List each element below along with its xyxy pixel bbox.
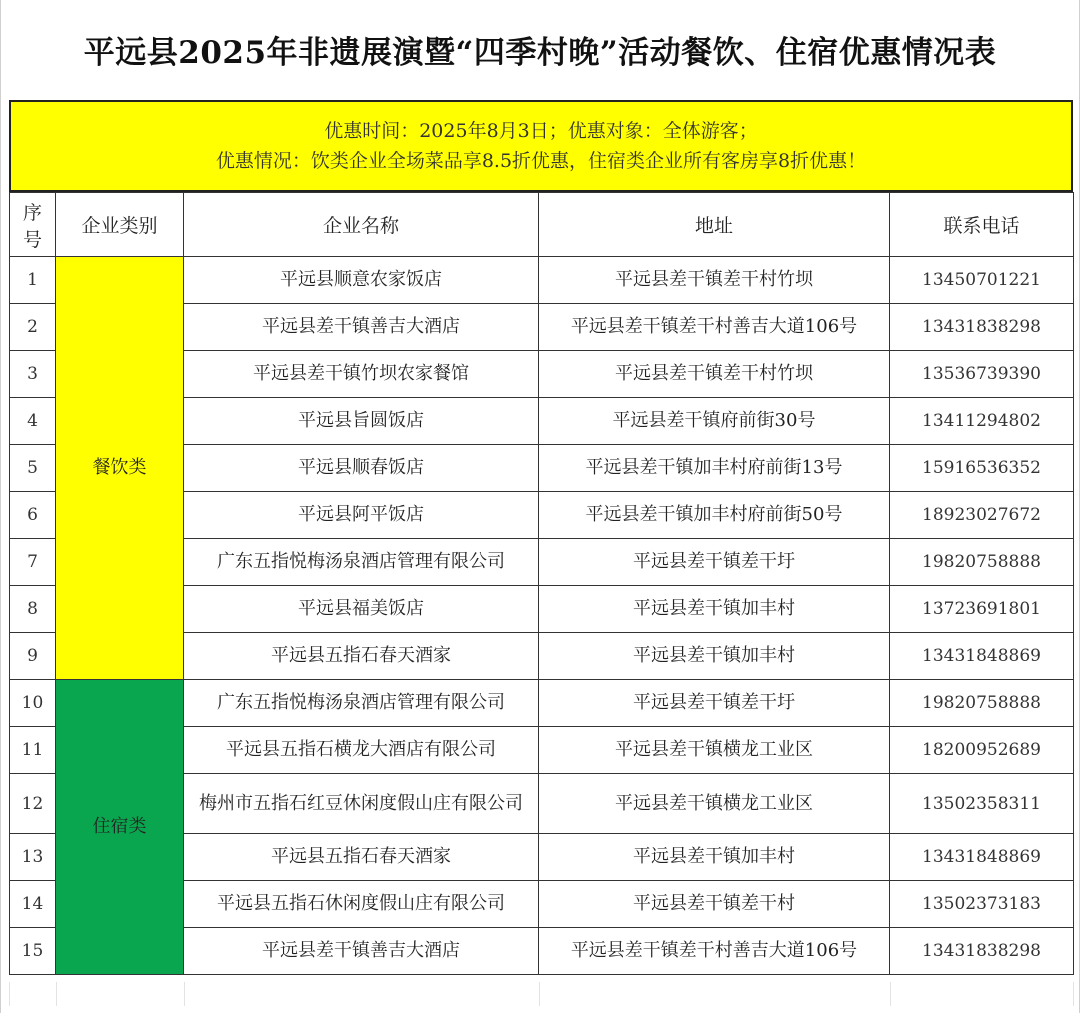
header-name: 企业名称: [184, 193, 539, 257]
business-address: 平远县差干镇加丰村府前街50号: [539, 492, 890, 539]
business-address: 平远县差干镇差干村善吉大道106号: [539, 928, 890, 975]
page-title: 平远县2025年非遗展演暨“四季村晚”活动餐饮、住宿优惠情况表: [83, 34, 997, 71]
row-number: 5: [10, 445, 56, 492]
table-row: [10, 680, 1074, 727]
business-name: 平远县顺春饭店: [184, 445, 539, 492]
category-cell: 住宿类: [56, 680, 184, 975]
header-address: 地址: [539, 193, 890, 257]
business-phone: 13450701221: [890, 257, 1074, 304]
business-name: 平远县五指石横龙大酒店有限公司: [184, 727, 539, 774]
business-name: 平远县五指石休闲度假山庄有限公司: [184, 881, 539, 928]
header-phone: 联系电话: [890, 193, 1074, 257]
business-address: 平远县差干镇差干村善吉大道106号: [539, 304, 890, 351]
business-name: 广东五指悦梅汤泉酒店管理有限公司: [184, 680, 539, 727]
row-number: 15: [10, 928, 56, 975]
row-number: 6: [10, 492, 56, 539]
row-number: 12: [10, 774, 56, 834]
row-number: 4: [10, 398, 56, 445]
business-phone: 19820758888: [890, 539, 1074, 586]
business-phone: 18200952689: [890, 727, 1074, 774]
row-number: 3: [10, 351, 56, 398]
business-address: 平远县差干镇横龙工业区: [539, 727, 890, 774]
business-address: 平远县差干镇差干村竹坝: [539, 257, 890, 304]
business-name: 平远县差干镇竹坝农家餐馆: [184, 351, 539, 398]
business-address: 平远县差干镇加丰村: [539, 586, 890, 633]
row-number: 9: [10, 633, 56, 680]
business-name: 平远县旨圆饭店: [184, 398, 539, 445]
business-address: 平远县差干镇加丰村: [539, 834, 890, 881]
header-no: 序号: [10, 193, 56, 257]
business-address: 平远县差干镇差干圩: [539, 680, 890, 727]
business-address: 平远县差干镇府前街30号: [539, 398, 890, 445]
table-body: [10, 257, 1074, 975]
business-phone: 13431838298: [890, 928, 1074, 975]
business-name: 平远县福美饭店: [184, 586, 539, 633]
business-name: 平远县差干镇善吉大酒店: [184, 928, 539, 975]
row-number: 2: [10, 304, 56, 351]
row-number: 10: [10, 680, 56, 727]
discount-banner: [9, 100, 1073, 192]
business-address: 平远县差干镇差干圩: [539, 539, 890, 586]
row-number: 14: [10, 881, 56, 928]
business-name: 广东五指悦梅汤泉酒店管理有限公司: [184, 539, 539, 586]
table-header-row: [10, 193, 1074, 257]
business-name: 梅州市五指石红豆休闲度假山庄有限公司: [184, 774, 539, 834]
table-row: [10, 257, 1074, 304]
business-address: 平远县差干镇横龙工业区: [539, 774, 890, 834]
business-name: 平远县顺意农家饭店: [184, 257, 539, 304]
business-phone: 15916536352: [890, 445, 1074, 492]
business-name: 平远县五指石春天酒家: [184, 834, 539, 881]
business-name: 平远县差干镇善吉大酒店: [184, 304, 539, 351]
business-phone: 13536739390: [890, 351, 1074, 398]
business-phone: 13502373183: [890, 881, 1074, 928]
business-phone: 13411294802: [890, 398, 1074, 445]
category-cell: 餐饮类: [56, 257, 184, 680]
row-number: 11: [10, 727, 56, 774]
business-phone: 13431848869: [890, 834, 1074, 881]
business-address: 平远县差干镇差干村竹坝: [539, 351, 890, 398]
business-name: 平远县五指石春天酒家: [184, 633, 539, 680]
row-number: 8: [10, 586, 56, 633]
row-number: 7: [10, 539, 56, 586]
banner-line-time: 优惠时间：2025年8月3日；优惠对象：全体游客；: [324, 120, 758, 142]
business-phone: 13502358311: [890, 774, 1074, 834]
discount-table: [9, 192, 1074, 975]
sheet-grid-remainder: [9, 982, 1074, 1006]
business-phone: 13723691801: [890, 586, 1074, 633]
business-phone: 13431848869: [890, 633, 1074, 680]
row-number: 13: [10, 834, 56, 881]
business-address: 平远县差干镇加丰村府前街13号: [539, 445, 890, 492]
header-category: 企业类别: [56, 193, 184, 257]
row-number: 1: [10, 257, 56, 304]
business-phone: 18923027672: [890, 492, 1074, 539]
banner-line-details: 优惠情况：饮类企业全场菜品享8.5折优惠，住宿类企业所有客房享8折优惠！: [215, 150, 867, 172]
business-name: 平远县阿平饭店: [184, 492, 539, 539]
business-phone: 19820758888: [890, 680, 1074, 727]
business-address: 平远县差干镇加丰村: [539, 633, 890, 680]
business-address: 平远县差干镇差干村: [539, 881, 890, 928]
business-phone: 13431838298: [890, 304, 1074, 351]
